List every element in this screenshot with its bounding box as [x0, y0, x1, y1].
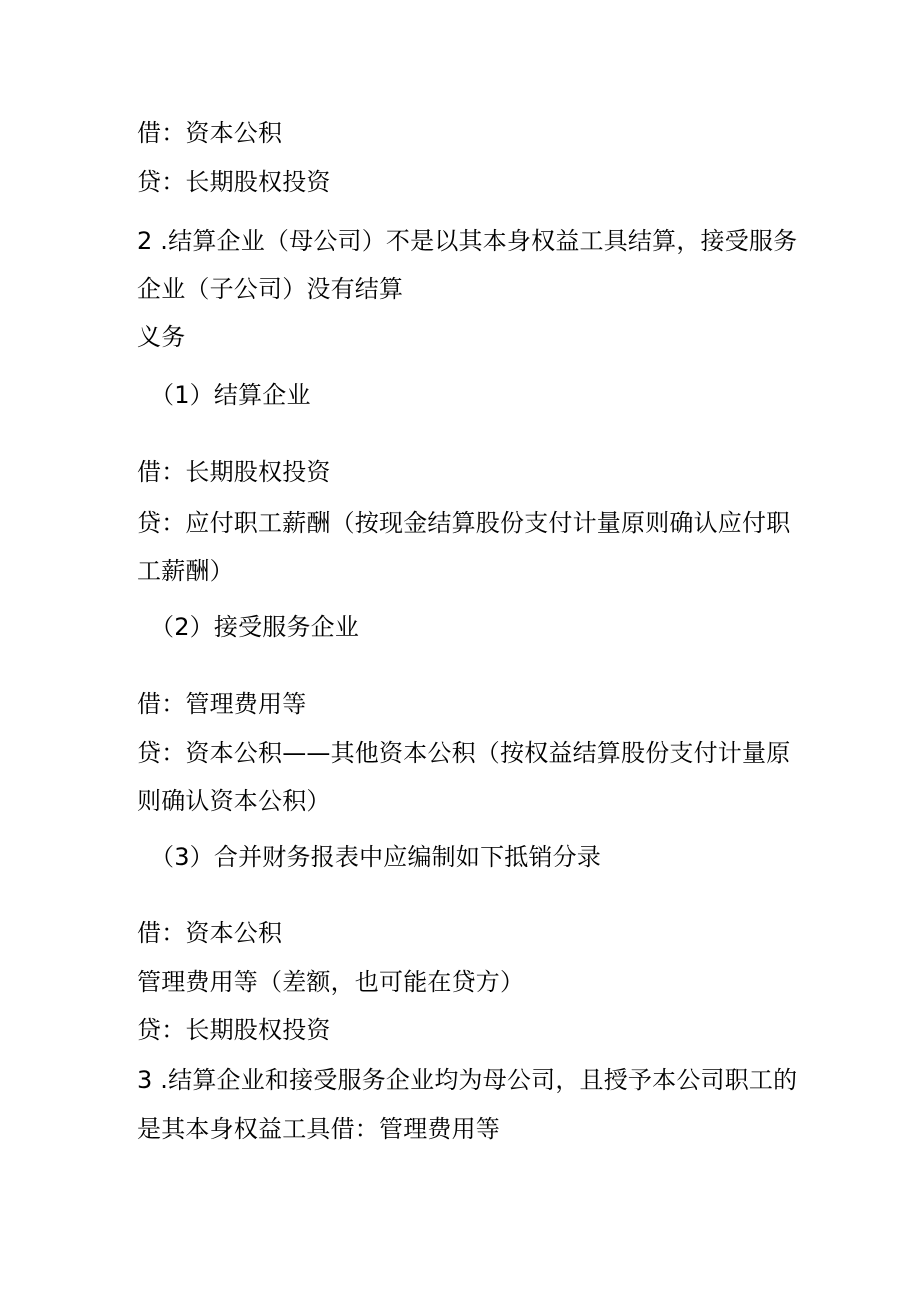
text-line: 借：管理费用等 — [137, 690, 307, 718]
text-line: 贷：长期股权投资 — [137, 1016, 331, 1044]
text-line: 贷：资本公积——其他资本公积（按权益结算股份支付计量原 — [137, 739, 791, 767]
text-line: （3）合并财务报表中应编制如下抵销分录 — [150, 843, 602, 871]
text-line: 管理费用等（差额，也可能在贷方） — [137, 968, 525, 996]
text-line: 借：资本公积 — [137, 119, 283, 147]
text-line: 借：长期股权投资 — [137, 458, 331, 486]
text-line: 借：资本公积 — [137, 919, 283, 947]
text-line: （1）结算企业 — [150, 381, 311, 409]
text-line: 义务 — [137, 323, 186, 351]
text-line: 贷：应付职工薪酬（按现金结算股份支付计量原则确认应付职 — [137, 509, 791, 537]
text-line: 是其本身权益工具借：管理费用等 — [137, 1115, 500, 1143]
text-line: 则确认资本公积） — [137, 787, 331, 815]
text-line: 工薪酬） — [137, 557, 234, 585]
text-line: 贷：长期股权投资 — [137, 168, 331, 196]
text-line: 3 .结算企业和接受服务企业均为母公司，且授予本公司职工的 — [137, 1066, 798, 1094]
text-line: 企业（子公司）没有结算 — [137, 275, 404, 303]
text-line: 2 .结算企业（母公司）不是以其本身权益工具结算，接受服务 — [137, 227, 798, 255]
text-line: （2）接受服务企业 — [150, 613, 360, 641]
